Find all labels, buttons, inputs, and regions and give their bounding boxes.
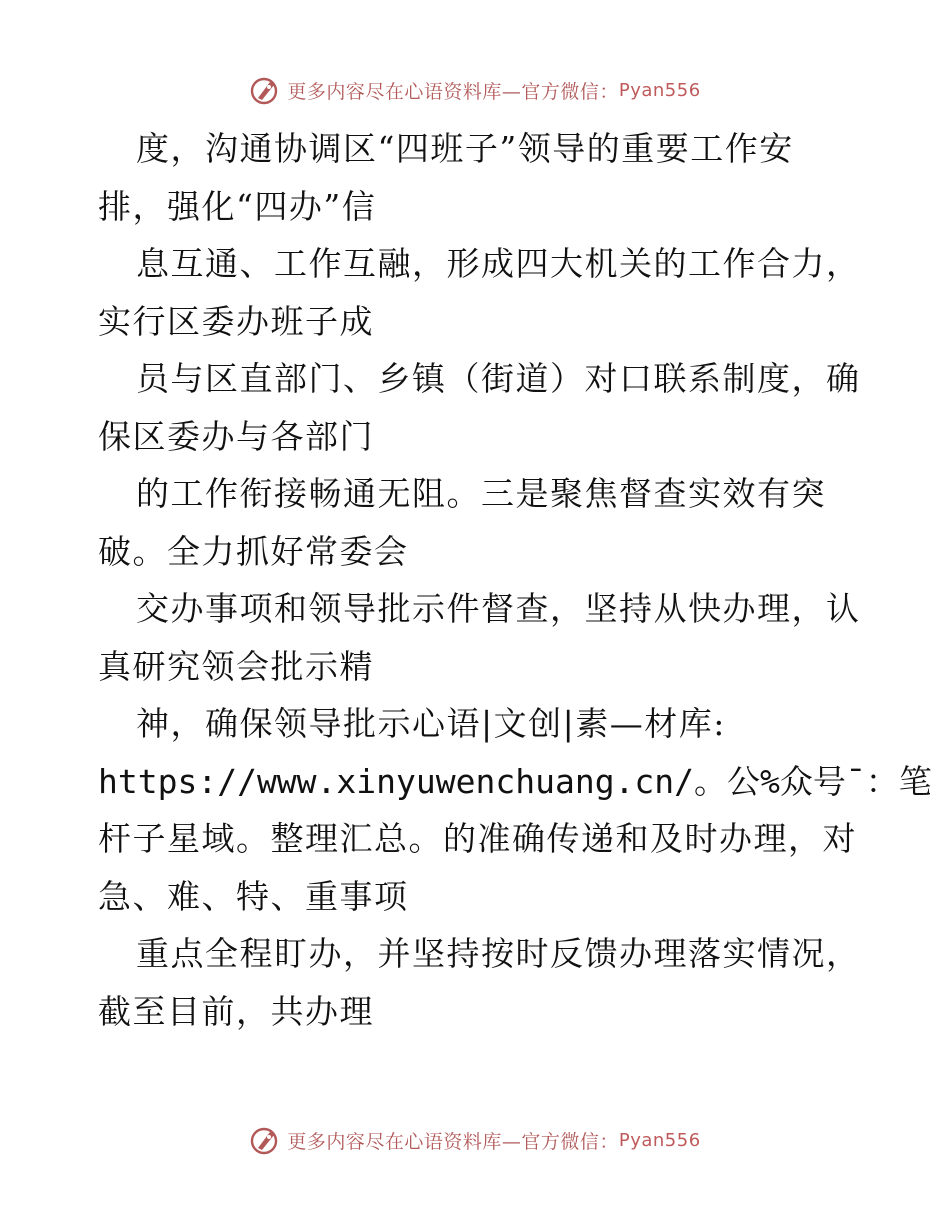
text-line: 交办事项和领导批示件督查，坚持从快办理，认 bbox=[136, 589, 861, 628]
watermark-text: 更多内容尽在心语资料库—官方微信： bbox=[287, 80, 619, 103]
text-line: 急、难、特、重事项 bbox=[98, 876, 409, 916]
text-line: 员与区直部门、乡镇（街道）对口联系制度，确 bbox=[136, 359, 861, 398]
text-line: 实行区委办班子成 bbox=[98, 301, 374, 341]
text-line: 截至目前，共办理 bbox=[98, 991, 374, 1031]
footer-watermark bbox=[0, 1120, 950, 1160]
text-line: 神，确保领导批示心语|文创|素—材库: bbox=[136, 704, 726, 743]
text-line: 杆子星域。整理汇总。的准确传递和及时办理，对 bbox=[98, 819, 857, 858]
text-line: https://www.xinyuwenchuang.cn/。公%众号¯：笔 bbox=[98, 761, 932, 801]
text-line: 真研究领会批示精 bbox=[98, 646, 374, 686]
watermark-wechat-id: Pyan556 bbox=[618, 1129, 701, 1151]
text-line: 破。全力抓好常委会 bbox=[98, 531, 409, 571]
watermark-text: 更多内容尽在心语资料库—官方微信： bbox=[287, 1130, 619, 1153]
text-line: 排，强化“四办”信 bbox=[98, 186, 377, 226]
watermark-wechat-id: Pyan556 bbox=[618, 79, 701, 101]
header-watermark bbox=[0, 70, 950, 110]
text-line: 度，沟通协调区“四班子”领导的重要工作安 bbox=[136, 129, 794, 168]
document-body bbox=[98, 120, 932, 1040]
pen-nib-icon bbox=[249, 1124, 281, 1156]
text-line: 保区委办与各部门 bbox=[98, 416, 374, 456]
pen-nib-icon bbox=[249, 74, 281, 106]
text-line: 重点全程盯办，并坚持按时反馈办理落实情况， bbox=[136, 934, 861, 973]
text-line: 的工作衔接畅通无阻。三是聚焦督查实效有突 bbox=[136, 474, 826, 513]
text-line: 息互通、工作互融，形成四大机关的工作合力， bbox=[136, 244, 861, 283]
